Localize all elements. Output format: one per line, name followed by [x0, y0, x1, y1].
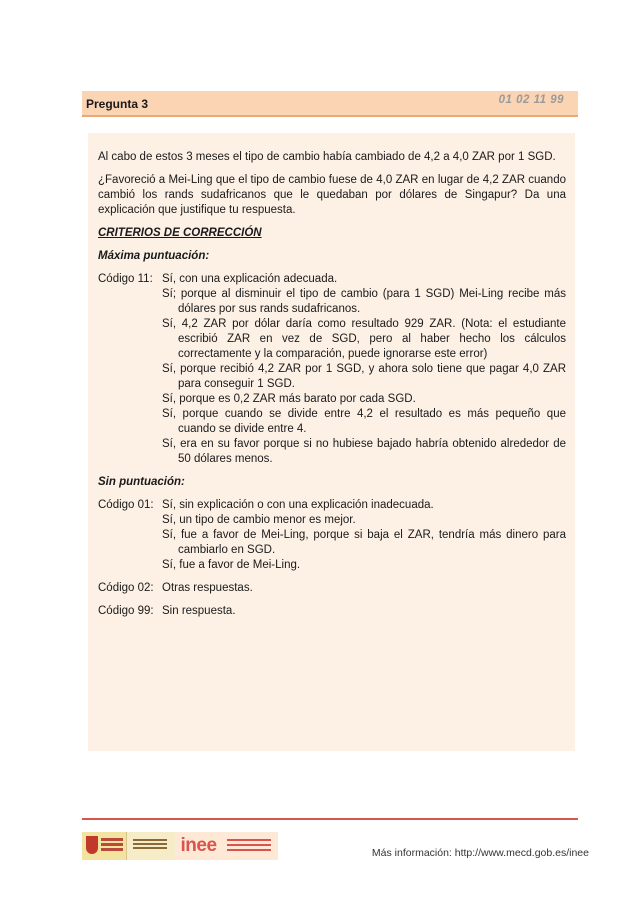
question-codes: 01 02 11 99 [498, 94, 564, 106]
code-11-label: Código 11: [98, 273, 153, 285]
government-logo-icon [82, 832, 126, 860]
criteria-title: CRITERIOS DE CORRECCIÓN [98, 227, 262, 239]
code-01-body [162, 498, 566, 573]
question-header [82, 91, 578, 117]
code-11-block [98, 272, 566, 467]
code-11-item: Sí, porque cuando se divide entre 4,2 el resultado es más pequeño que cuando se divide entre 4. [162, 408, 566, 435]
code-11-item: Sí; porque al disminuir el tipo de cambio (para 1 SGD) Mei-Ling recibe más dólares por sus rands sudafricanos. [162, 288, 566, 315]
footer-logos [82, 832, 278, 860]
question-intro: Al cabo de estos 3 meses el tipo de cambio había cambiado de 4,2 a 4,0 ZAR por 1 SGD. [98, 151, 556, 163]
code-99-label: Código 99: [98, 605, 154, 617]
more-info-link[interactable]: Más información: http://www.mecd.gob.es/inee [371, 847, 589, 859]
inee-logo-icon [175, 832, 278, 860]
code-02-block [98, 581, 566, 596]
code-01-item: Sí, un tipo de cambio menor es mejor. [162, 514, 356, 526]
question-prompt: ¿Favoreció a Mei-Ling que el tipo de cambio fuese de 4,0 ZAR en lugar de 4,2 ZAR cuando cambió los rands sudafricanos que le quedaban por dólares de Singapur? Da una explicación que justifique tu respuesta. [98, 174, 566, 216]
code-02-summary: Otras respuestas. [162, 582, 253, 594]
code-01-block [98, 498, 566, 573]
question-title: Pregunta 3 [86, 97, 149, 111]
code-01-summary: Sí, sin explicación o con una explicación inadecuada. [162, 499, 434, 511]
code-01-label: Código 01: [98, 499, 154, 511]
inee-logo-word: inee [180, 835, 217, 856]
no-score-heading: Sin puntuación: [98, 476, 185, 488]
code-02-label: Código 02: [98, 582, 154, 594]
code-11-summary: Sí, con una explicación adecuada. [162, 273, 338, 285]
criteria-box [88, 133, 575, 751]
code-11-item: Sí, porque es 0,2 ZAR más barato por cada SGD. [162, 393, 416, 405]
code-99-summary: Sin respuesta. [162, 605, 236, 617]
footer-divider [82, 818, 578, 820]
code-01-item: Sí, fue a favor de Mei-Ling, porque si baja el ZAR, tendría más dinero para cambiarlo en SGD. [162, 529, 566, 556]
code-99-block [98, 604, 566, 619]
code-11-item: Sí, 4,2 ZAR por dólar daría como resultado 929 ZAR. (Nota: el estudiante escribió ZAR en vez de SGD, pero al haber hecho los cálculos correctamente y la comparación, puede ignorarse este error) [162, 318, 566, 360]
code-11-item: Sí, porque recibió 4,2 ZAR por 1 SGD, y ahora solo tiene que pagar 4,0 ZAR para conseguir 1 SGD. [162, 363, 566, 390]
code-11-body [162, 272, 566, 467]
criteria-content [98, 150, 566, 619]
code-11-item: Sí, era en su favor porque si no hubiese bajado habría obtenido alrededor de 50 dólares menos. [162, 438, 566, 465]
max-score-heading: Máxima puntuación: [98, 250, 210, 262]
code-01-item: Sí, fue a favor de Mei-Ling. [162, 559, 301, 571]
ministry-logo-icon [126, 832, 175, 860]
